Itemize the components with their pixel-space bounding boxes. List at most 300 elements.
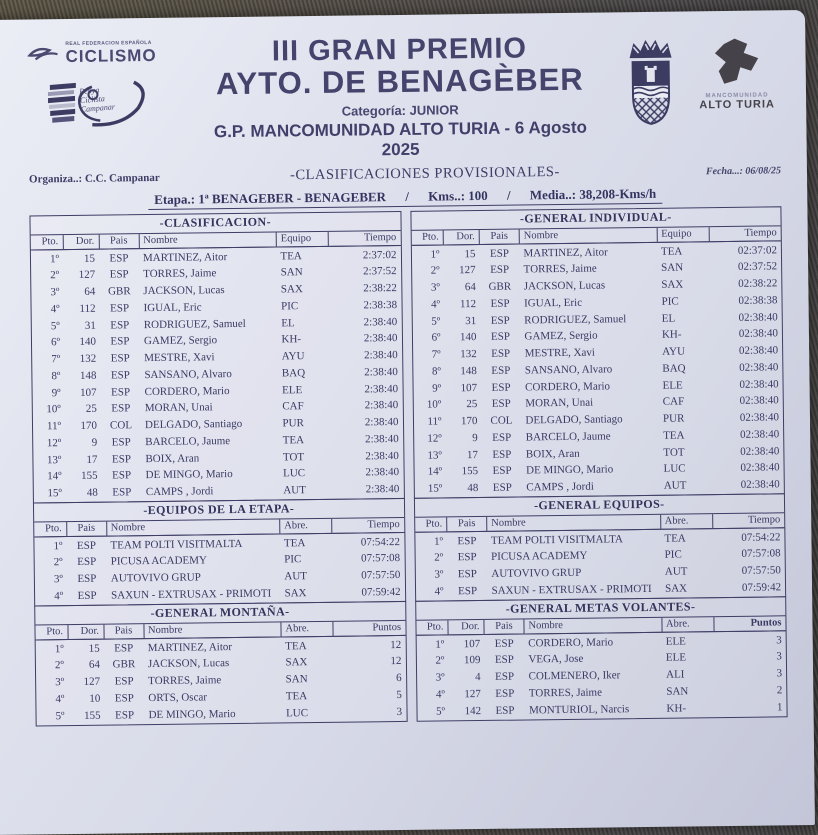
table-cell: 17 <box>466 448 478 461</box>
table-cell: 3º <box>434 568 444 581</box>
table-cell: 02:38:40 <box>739 411 780 424</box>
table-cell: PUR <box>282 417 304 430</box>
table-cell: 109 <box>463 654 481 667</box>
table-cell: TEA <box>285 689 308 703</box>
column-header: Pto. <box>411 230 443 245</box>
table-cell: 3º <box>53 573 63 586</box>
column-header: Abre. <box>661 617 713 632</box>
table-cell: PIC <box>664 548 682 562</box>
table-cell: PIC <box>284 553 302 566</box>
table-cell: 02:38:40 <box>738 344 779 357</box>
table-cell: ESP <box>495 670 515 683</box>
table-cell: 6º <box>431 331 441 344</box>
table-cell: 2:38:40 <box>365 466 400 479</box>
table-cell: 15º <box>47 487 62 500</box>
left-logos <box>27 31 200 137</box>
table-cell: 07:59:42 <box>361 585 401 599</box>
table-cell: ESP <box>109 251 129 265</box>
table-cell: 10º <box>426 398 442 411</box>
table-cell: ESP <box>110 302 130 315</box>
column-header: Abre. <box>280 519 332 534</box>
event-title-line1: III GRAN PREMIO <box>271 32 528 68</box>
table-cell: 2:37:02 <box>362 248 397 261</box>
table-cell: PICUSA ACADEMY <box>491 550 588 564</box>
table-cell: MARTINEZ, Aitor <box>147 640 233 654</box>
club-logo <box>46 70 165 137</box>
table-cell: 12 <box>390 638 402 651</box>
table-cell: ESP <box>491 347 511 360</box>
table-cell: TEA <box>285 639 307 652</box>
table-cell: BAQ <box>662 362 686 375</box>
table-cell: 2:38:40 <box>365 432 399 446</box>
table-cell: 2:38:40 <box>364 382 399 395</box>
table-title: -EQUIPOS DE LA ETAPA- <box>34 499 404 523</box>
table-cell: GBR <box>488 280 512 293</box>
table-cell: 127 <box>83 675 101 688</box>
table-cell: ESP <box>495 687 515 700</box>
table-cell: 127 <box>78 268 96 282</box>
table-cell: AUTOVIVO GRUP <box>110 571 201 585</box>
table-cell: CAF <box>282 400 304 413</box>
table-cell: MESTRE, Xavi <box>144 351 215 365</box>
column-header: Pais <box>66 521 106 536</box>
table-cell: TEAM POLTI VISITMALTA <box>110 537 243 552</box>
table-cell: AUT <box>283 484 307 497</box>
table-cell: 2:38:40 <box>363 349 398 362</box>
provisional-title: -CLASIFICACIONES PROVISIONALES- <box>290 163 560 183</box>
table-cell: 2º <box>50 269 60 282</box>
table-cell: 112 <box>459 297 477 311</box>
table-cell: 13º <box>427 449 442 462</box>
table-cell: 64 <box>84 285 96 298</box>
table-cell: 1º <box>49 252 60 265</box>
table-cell: MARTINEZ, Aitor <box>523 245 608 259</box>
table-cell: 2:38:40 <box>364 416 399 429</box>
table-cell: PICUSA ACADEMY <box>110 554 208 568</box>
column-header: Tiempo <box>709 226 781 241</box>
federation-logo <box>27 39 199 67</box>
table-cell: 02:37:02 <box>737 243 777 257</box>
column-header: Tiempo <box>332 518 404 533</box>
document-header <box>27 24 781 164</box>
table-cell: 14º <box>47 470 62 483</box>
table-cell: TORRES, Jaime <box>523 262 597 276</box>
table-cell: 3º <box>435 671 445 684</box>
table-equipos-etapa <box>33 498 406 607</box>
column-header: Puntos <box>713 616 785 631</box>
table-cell: LUC <box>285 706 309 719</box>
table-cell: 64 <box>88 659 101 672</box>
table-cell: 112 <box>79 302 96 315</box>
table-cell: 170 <box>80 419 98 432</box>
left-column <box>29 210 407 726</box>
column-header: Pto. <box>416 620 448 635</box>
etapa-text: Etapa.: 1ª BENAGEBER - BENAGEBER <box>154 188 387 207</box>
table-cell: ESP <box>114 708 135 722</box>
table-cell: AUT <box>664 565 688 578</box>
table-cell: DELGADO, Santiago <box>144 417 243 432</box>
swoosh-icon <box>27 44 61 64</box>
table-cell: 02:38:40 <box>740 478 780 491</box>
table-cell: VEGA, Jose <box>528 653 584 666</box>
table-cell: DELGADO, Santiago <box>525 413 623 427</box>
table-cell: ESP <box>114 692 134 705</box>
table-cell: 02:38:38 <box>738 294 778 307</box>
table-cell: 132 <box>460 348 477 361</box>
table-cell: 8º <box>431 365 441 378</box>
table-cell: GBR <box>107 285 131 298</box>
table-cell: 140 <box>459 331 477 344</box>
table-cell: COLMENERO, Iker <box>528 669 621 683</box>
table-cell: 25 <box>85 402 97 416</box>
table-cell: 148 <box>79 369 97 382</box>
column-header: Pais <box>103 624 143 639</box>
benageber-crest-icon <box>621 36 680 129</box>
separator: / <box>506 187 511 203</box>
table-cell: 7º <box>431 348 441 361</box>
table-cell: 140 <box>79 335 97 349</box>
table-cell: 10 <box>89 692 101 705</box>
event-subtitle: G.P. MANCOMUNIDAD ALTO TURIA - 6 Agosto 2025 <box>213 117 588 159</box>
table-cell: AYU <box>662 345 686 358</box>
table-cell: 1º <box>53 539 63 552</box>
table-cell: AYU <box>281 350 305 363</box>
table-cell: 155 <box>461 465 479 478</box>
table-cell: RODRIGUEZ, Samuel <box>524 312 627 326</box>
table-cell: ELE <box>665 635 686 648</box>
table-cell: LUC <box>283 467 306 480</box>
federation-name: CICLISMO <box>65 45 157 67</box>
table-cell: 02:38:40 <box>740 461 780 475</box>
table-cell: 2:37:52 <box>362 265 397 278</box>
table-cell: ESP <box>492 431 512 444</box>
table-cell: 4º <box>435 688 445 701</box>
table-cell: CORDERO, Mario <box>525 379 611 393</box>
table-cell: 142 <box>464 704 482 717</box>
table-cell: SAX <box>661 278 684 291</box>
table-cell: AUTOVIVO GRUP <box>491 566 582 581</box>
column-header: Dor. <box>63 234 99 249</box>
alto-turia-line2: ALTO TURIA <box>699 98 776 112</box>
table-cell: 07:57:50 <box>361 569 401 582</box>
table-cell: 8º <box>51 369 61 383</box>
table-cell: 4º <box>54 590 64 603</box>
table-cell: ESP <box>76 539 97 552</box>
column-header: Pais <box>484 619 524 634</box>
table-cell: ESP <box>112 486 132 499</box>
table-cell: GAMEZ, Sergio <box>524 329 598 343</box>
title-block <box>199 27 601 162</box>
table-cell: BARCELO, Jaume <box>145 434 231 448</box>
column-header: Abre. <box>281 621 333 636</box>
table-cell: 07:57:08 <box>741 547 781 561</box>
table-cell: 1º <box>430 248 440 261</box>
table-cell: SAXUN - EXTRUSAX - PRIMOTI <box>491 582 652 597</box>
table-cell: 2:38:40 <box>364 399 399 412</box>
table-cell: 132 <box>79 352 97 365</box>
table-cell: DE MINGO, Mario <box>526 463 614 477</box>
column-header: Nombre <box>487 515 661 532</box>
right-column <box>410 206 788 722</box>
table-cell: ESP <box>111 402 131 415</box>
table-cell: AUT <box>663 479 687 492</box>
table-cell: ESP <box>491 381 511 394</box>
table-cell: 1º <box>54 642 64 655</box>
table-cell: BARCELO, Jaume <box>525 430 611 444</box>
table-cell: ESP <box>491 397 511 411</box>
table-cell: TEA <box>283 536 306 550</box>
table-cell: ESP <box>110 369 130 382</box>
table-cell: ESP <box>494 637 514 650</box>
table-cell: TEA <box>660 245 683 258</box>
table-cell: ESP <box>490 263 510 277</box>
table-cell: IGUAL, Eric <box>523 296 583 310</box>
right-logos <box>599 24 780 128</box>
table-cell: PIC <box>280 300 299 313</box>
table-cell: 48 <box>86 486 98 499</box>
column-header: Pto. <box>35 625 67 640</box>
table-cell: ESP <box>111 385 131 399</box>
table-clasificacion <box>29 210 404 503</box>
scanned-results-sheet <box>0 10 815 835</box>
table-cell: SANSANO, Alvaro <box>524 363 613 377</box>
table-cell: BOIX, Aran <box>145 451 200 465</box>
table-cell: 2:38:38 <box>363 298 398 312</box>
table-cell: 5º <box>55 709 65 722</box>
table-cell: ESP <box>457 551 477 564</box>
table-cell: 2:38:40 <box>364 365 398 379</box>
table-cell: ESP <box>77 572 97 586</box>
table-cell: 107 <box>463 637 481 650</box>
table-cell: EL <box>281 316 295 329</box>
table-cell: 15 <box>83 252 96 265</box>
column-header: Nombre <box>524 617 662 633</box>
table-cell: EL <box>661 312 676 325</box>
category-line: Categoría: JUNIOR <box>341 101 459 119</box>
alto-turia-map-icon <box>709 35 764 92</box>
table-cell: 15 <box>88 642 100 655</box>
table-cell: ESP <box>492 448 512 461</box>
table-cell: TEAM POLTI VISITMALTA <box>490 532 623 547</box>
table-cell: 107 <box>460 381 478 394</box>
table-cell: SAX <box>664 582 688 595</box>
kms-text: Kms..: 100 <box>428 187 488 204</box>
fecha-label: Fecha...: 06/08/25 <box>705 164 782 177</box>
table-cell: 127 <box>464 687 481 701</box>
table-cell: ESP <box>457 534 477 547</box>
table-cell: TORRES, Jaime <box>148 674 222 688</box>
table-cell: 2:38:40 <box>363 315 398 328</box>
table-cell: 07:59:42 <box>741 581 782 594</box>
table-cell: ESP <box>111 436 131 449</box>
club-name-line3: Campanar <box>80 101 116 114</box>
table-cell: 9º <box>51 386 61 399</box>
table-cell: 155 <box>83 709 101 722</box>
table-cell: TOT <box>663 446 685 459</box>
table-cell: 4º <box>431 298 441 311</box>
column-header: Pto. <box>415 517 447 532</box>
table-cell: 3 <box>396 705 403 718</box>
table-general-equipos <box>413 493 786 602</box>
table-cell: JACKSON, Lucas <box>143 284 225 298</box>
table-cell: 02:38:40 <box>738 327 779 341</box>
table-cell: 07:57:08 <box>360 552 401 565</box>
column-header: Equipo <box>657 227 709 242</box>
table-cell: 15 <box>464 247 476 260</box>
table-cell: ESP <box>492 464 512 478</box>
table-cell: CAMPS , Jordi <box>145 485 214 499</box>
table-cell: LUC <box>663 462 686 476</box>
table-cell: 170 <box>460 415 478 428</box>
media-text: Media..: 38,208-Kms/h <box>529 185 657 202</box>
club-name <box>79 85 115 114</box>
tables-area <box>29 206 787 726</box>
table-cell: 12º <box>46 436 62 450</box>
column-header: Puntos <box>333 621 405 636</box>
table-cell: 4º <box>50 302 60 316</box>
column-header: Nombre <box>106 519 280 536</box>
table-cell: ESP <box>495 704 515 717</box>
table-cell: 2 <box>776 684 783 697</box>
separator: / <box>405 188 409 204</box>
table-cell: MORAN, Unai <box>144 401 213 415</box>
table-cell: TORRES, Jaime <box>143 267 217 281</box>
table-cell: SAN <box>285 673 308 686</box>
table-cell: ESP <box>110 318 130 332</box>
column-header: Pais <box>99 234 139 249</box>
table-title: -GENERAL EQUIPOS- <box>414 494 784 518</box>
column-header: Tiempo <box>712 513 784 528</box>
table-cell: 07:54:22 <box>360 535 401 549</box>
table-cell: COL <box>109 419 133 432</box>
meta-row <box>29 161 781 187</box>
table-cell: 12 <box>390 655 402 668</box>
table-cell: ELE <box>282 383 303 396</box>
table-cell: 3 <box>776 667 783 680</box>
table-cell: PUR <box>662 412 685 425</box>
table-cell: ESP <box>112 469 132 482</box>
alto-turia-logo <box>693 34 780 111</box>
table-cell: TEA <box>664 532 686 545</box>
table-cell: 13º <box>46 453 62 466</box>
table-cell: 4º <box>55 692 65 706</box>
table-cell: 2º <box>435 654 445 667</box>
table-cell: GBR <box>112 658 136 671</box>
table-title: -GENERAL METAS VOLANTES- <box>416 597 786 621</box>
table-cell: 11º <box>427 415 442 428</box>
table-cell: ESP <box>109 268 129 281</box>
table-cell: 127 <box>459 264 476 277</box>
table-cell: ESP <box>458 584 478 598</box>
table-cell: ESP <box>489 247 509 260</box>
club-name-line2: Ciclista <box>79 93 106 105</box>
table-cell: 1º <box>435 638 445 651</box>
table-cell: KH- <box>281 333 302 346</box>
table-cell: 9 <box>472 431 478 444</box>
table-cell: 2º <box>434 551 444 565</box>
column-header: Pais <box>479 229 519 244</box>
table-cell: 9 <box>91 436 98 449</box>
column-header: Pto. <box>31 235 63 250</box>
table-cell: 1º <box>433 535 444 548</box>
table-cell: DE MINGO, Mario <box>145 468 233 482</box>
table-cell: 02:38:22 <box>738 277 778 290</box>
table-cell: 3º <box>55 676 65 689</box>
table-cell: 25 <box>466 398 478 411</box>
table-cell: PIC <box>661 295 679 308</box>
table-cell: MESTRE, Xavi <box>524 346 596 360</box>
table-cell: 02:38:40 <box>739 394 779 408</box>
column-header: Nombre <box>519 227 657 243</box>
column-header: Equipo <box>276 231 328 246</box>
table-cell: RODRIGUEZ, Samuel <box>143 317 246 331</box>
table-cell: 31 <box>465 314 477 327</box>
table-cell: IGUAL, Eric <box>143 301 202 314</box>
table-cell: 6 <box>396 672 402 685</box>
table-cell: 4º <box>434 585 444 598</box>
table-cell: 15º <box>427 482 443 495</box>
table-cell: ESP <box>494 653 514 667</box>
event-title-line2: AYTO. DE BENAGÈBER <box>215 62 584 102</box>
table-cell: 1 <box>776 700 783 713</box>
table-cell: ALI <box>666 668 685 681</box>
table-general-individual <box>410 206 785 499</box>
table-cell: SAXUN - EXTRUSAX - PRIMOTI <box>111 587 272 602</box>
table-cell: SAN <box>661 261 684 275</box>
table-cell: ELE <box>665 651 687 665</box>
column-header: Tiempo <box>328 231 400 246</box>
table-cell: KH- <box>666 702 687 715</box>
table-cell: 9º <box>432 382 442 395</box>
table-cell: MONTURIOL, Narcis <box>528 702 630 717</box>
table-cell: 02:37:52 <box>737 260 778 274</box>
table-cell: JACKSON, Lucas <box>147 657 230 671</box>
table-cell: ESP <box>110 352 130 365</box>
table-general-montana <box>34 601 407 727</box>
table-cell: ESP <box>114 675 134 688</box>
table-cell: 02:38:40 <box>740 444 780 458</box>
column-header: Pto. <box>34 522 66 537</box>
table-cell: CAMPS , Jordi <box>526 480 594 494</box>
table-cell: ESP <box>77 556 97 569</box>
table-title: -GENERAL MONTAÑA- <box>35 602 405 626</box>
table-cell: 02:38:40 <box>739 377 779 391</box>
table-cell: 64 <box>464 281 476 294</box>
table-cell: ESP <box>111 452 131 466</box>
column-header: Dor. <box>448 620 484 635</box>
table-cell: BOIX, Aran <box>525 447 580 460</box>
table-cell: COL <box>490 414 513 427</box>
table-cell: ESP <box>492 481 512 494</box>
table-row <box>36 704 406 725</box>
table-cell: DE MINGO, Mario <box>148 707 236 721</box>
table-cell: 14º <box>427 465 443 478</box>
column-header: Abre. <box>660 514 712 529</box>
table-cell: ORTS, Oscar <box>148 691 208 704</box>
table-cell: BAQ <box>281 366 306 380</box>
table-cell: 2:38:22 <box>363 282 397 295</box>
table-cell: ESP <box>490 314 510 327</box>
table-cell: GAMEZ, Sergio <box>143 334 218 348</box>
table-cell: 02:38:40 <box>739 428 780 441</box>
table-cell: 2º <box>430 264 440 277</box>
table-cell: 148 <box>460 364 477 378</box>
table-cell: SAN <box>280 266 303 279</box>
table-cell: 2:38:40 <box>365 483 400 496</box>
table-cell: ESP <box>77 589 97 602</box>
table-cell: 02:38:40 <box>739 361 779 374</box>
table-title: -GENERAL INDIVIDUAL- <box>411 207 781 231</box>
